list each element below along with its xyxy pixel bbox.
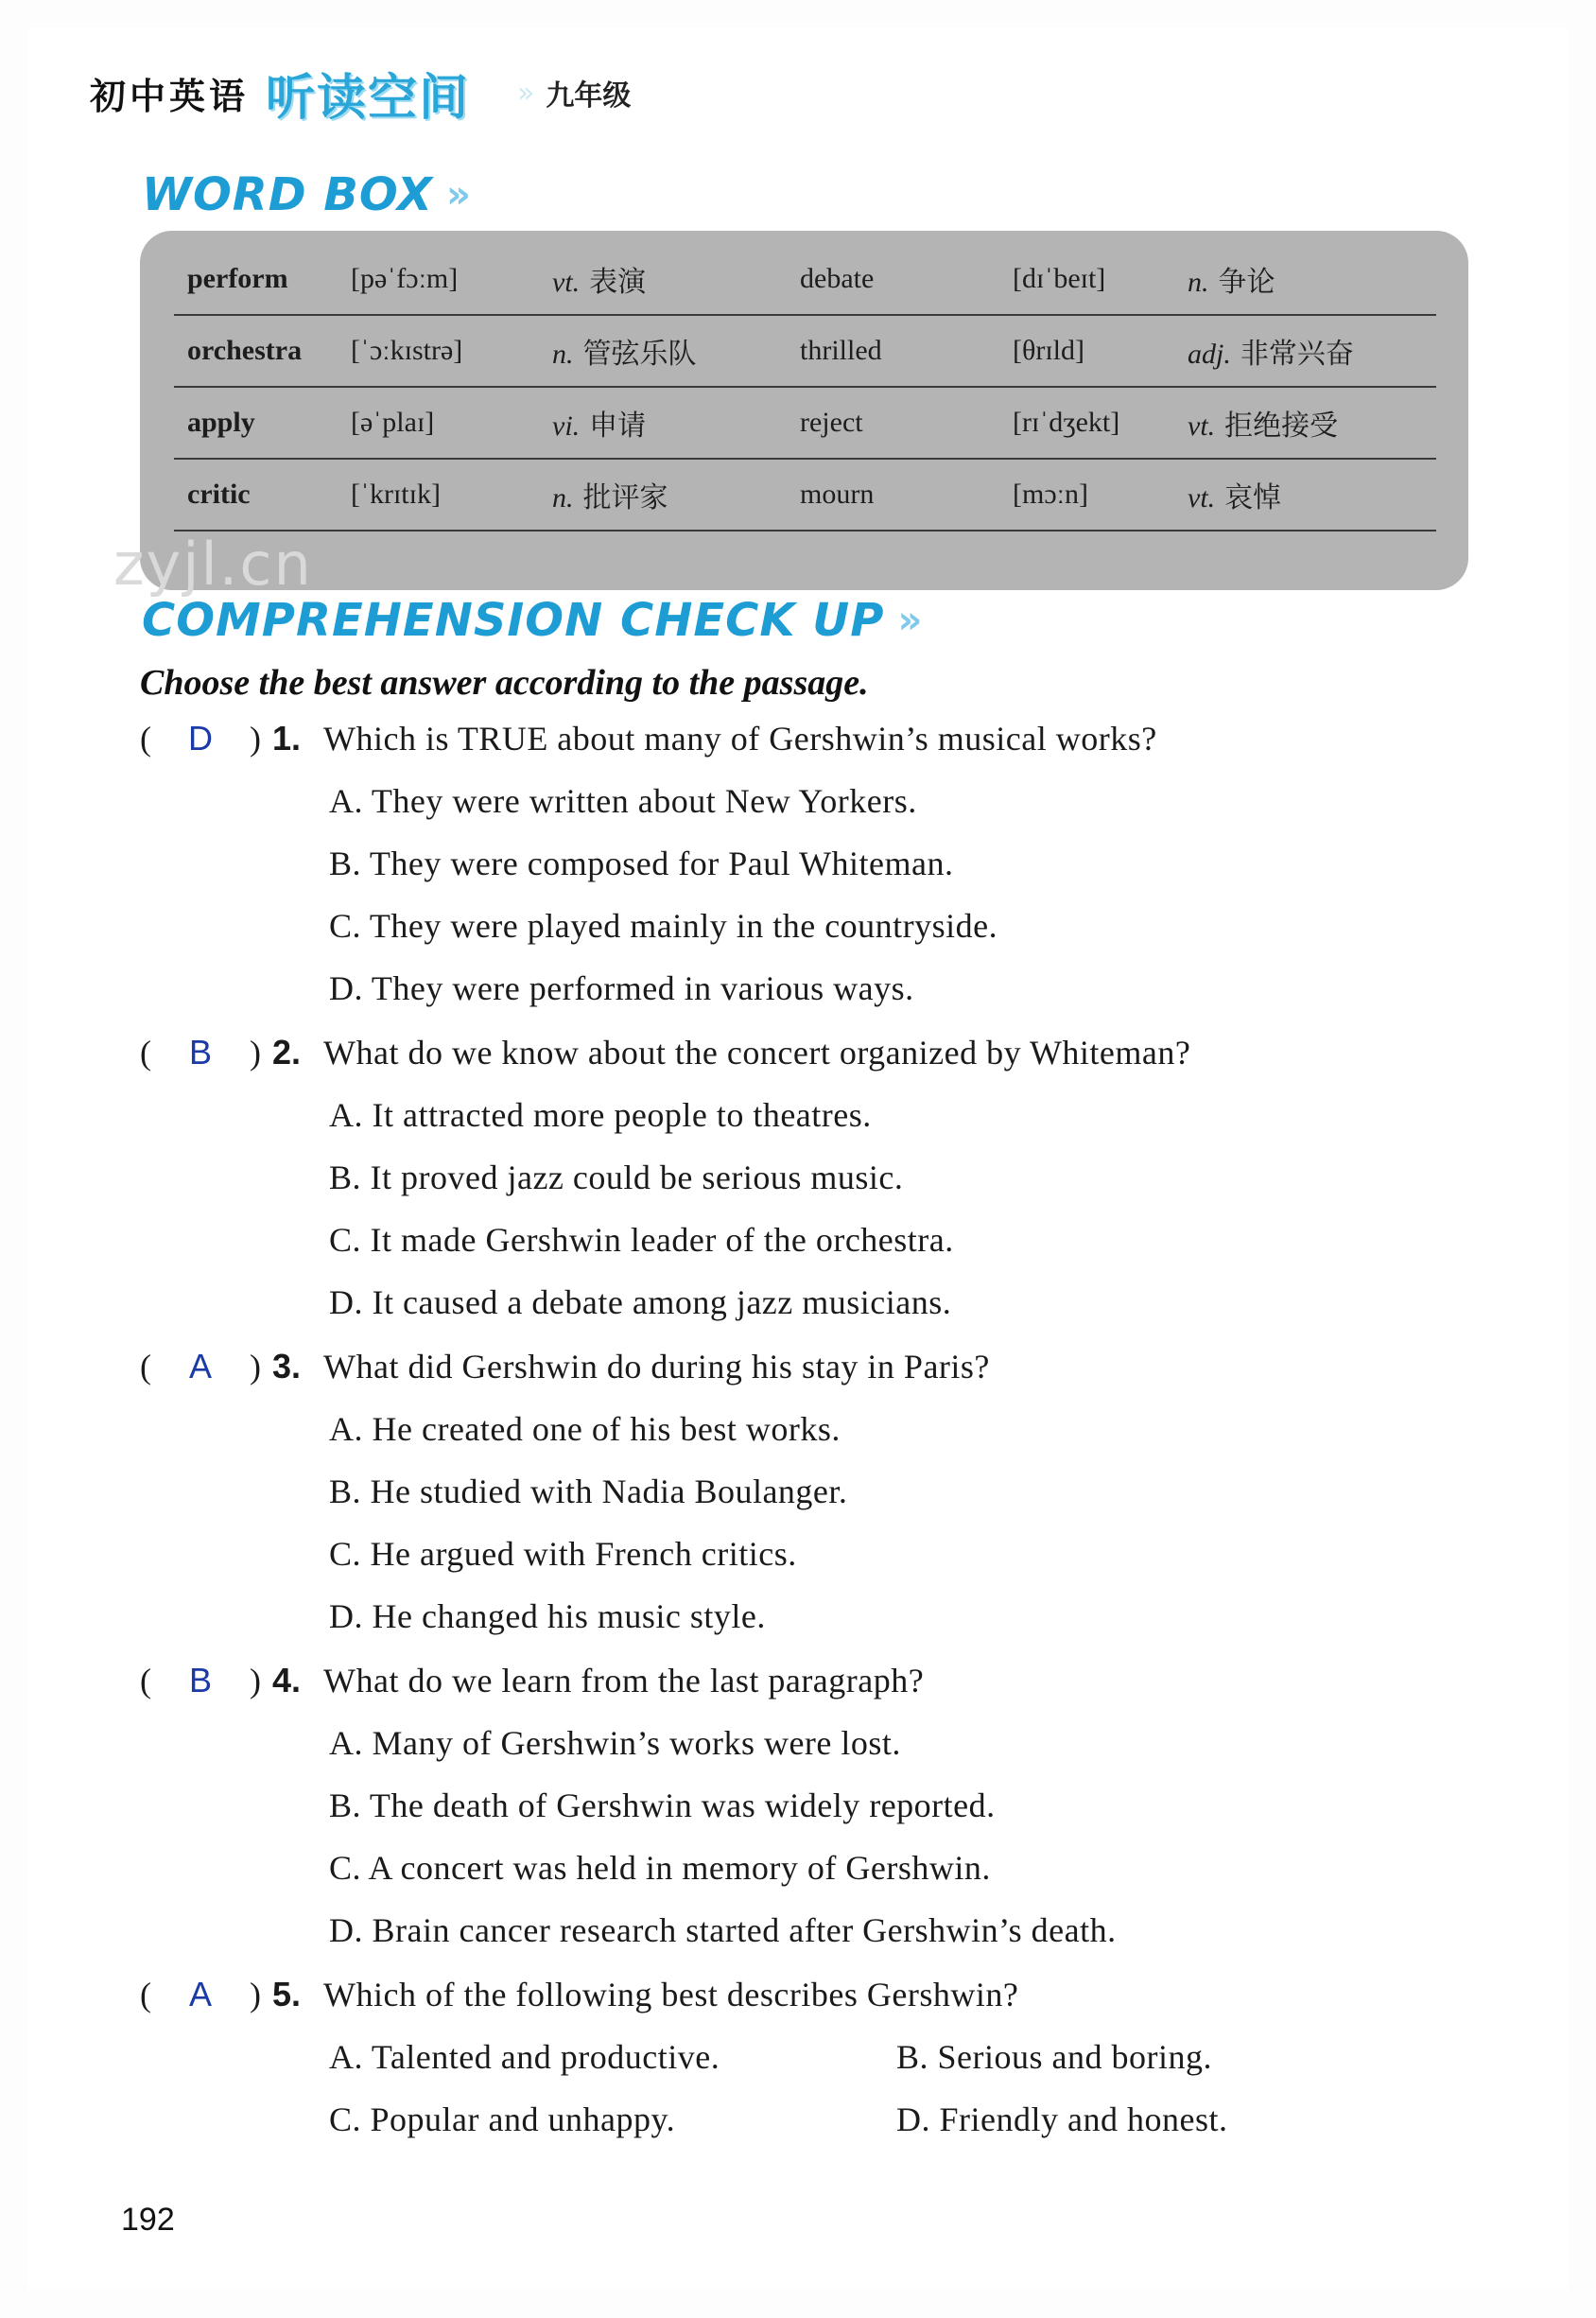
vocab-word: critic [174, 459, 351, 531]
part-of-speech: vt. [1188, 410, 1216, 442]
option-row [140, 2037, 1464, 2100]
bracket-open: ( [140, 720, 151, 758]
vocab-pronunciation: [ˈɔːkɪstrə] [351, 315, 552, 387]
option-b: B. It proved jazz could be serious music. [329, 1159, 904, 1196]
watermark: zyjl.cn [113, 530, 313, 599]
option-a: A. He created one of his best works. [329, 1410, 841, 1448]
vocab-meaning: 争论 [1218, 266, 1275, 299]
chevron-right-icon: » [445, 173, 472, 217]
question-text: What do we learn from the last paragraph? [323, 1662, 925, 1699]
comprehension-title [142, 594, 923, 647]
question-text: Which of the following best describes Gershwin? [323, 1976, 1019, 2013]
question-4 [140, 1661, 1464, 1973]
part-of-speech: vi. [552, 410, 581, 442]
vocab-definition [1188, 244, 1436, 315]
vocab-definition [552, 244, 800, 315]
bracket-open: ( [140, 1976, 151, 2013]
vocab-definition [552, 387, 800, 459]
vocab-meaning: 管弦乐队 [582, 338, 697, 371]
option-a: A. They were written about New Yorkers. [329, 782, 917, 820]
option-c: C. They were played mainly in the countryside. [329, 907, 998, 945]
option-a: A. It attracted more people to theatres. [329, 1096, 872, 1134]
answer-letter: D [188, 719, 213, 758]
question-text: What did Gershwin do during his stay in Paris? [323, 1348, 990, 1386]
vocab-definition [552, 459, 800, 531]
option-b: B. They were composed for Paul Whiteman. [329, 845, 954, 882]
answer-bracket [140, 1347, 272, 1386]
part-of-speech: adj. [1188, 339, 1231, 370]
question-stem [140, 1347, 1464, 1409]
answer-bracket [140, 1661, 272, 1700]
option-c: C. He argued with French critics. [329, 1535, 797, 1573]
option-a: A. Talented and productive. [329, 2038, 720, 2076]
vocab-word: perform [174, 244, 351, 315]
question-number: 5. [272, 1975, 302, 2013]
vocab-word: debate [800, 244, 1013, 315]
vocab-word: reject [800, 387, 1013, 459]
question-text: Which is TRUE about many of Gershwin’s musical works? [323, 720, 1157, 758]
option-b: B. He studied with Nadia Boulanger. [329, 1473, 848, 1510]
part-of-speech: n. [552, 339, 574, 370]
option-row [140, 2100, 1464, 2162]
question-2 [140, 1033, 1464, 1345]
page-number: 192 [121, 2202, 175, 2238]
question-stem [140, 1975, 1464, 2037]
vocab-definition [552, 315, 800, 387]
option-d: D. Brain cancer research started after Gershwin’s death. [329, 1911, 1117, 1949]
book-logo: 听读空间 [266, 69, 471, 127]
grade-label-wrap [517, 72, 631, 113]
answer-letter: A [188, 1347, 212, 1386]
vocab-pronunciation: [mɔːn] [1013, 459, 1188, 531]
vocab-word: thrilled [800, 315, 1013, 387]
table-row [174, 315, 1436, 387]
question-stem [140, 719, 1464, 781]
word-box-title [142, 168, 472, 221]
option-c: C. A concert was held in memory of Gershwin. [329, 1849, 991, 1887]
vocab-pronunciation: [dɪˈbeɪt] [1013, 244, 1188, 315]
answer-letter: A [188, 1975, 212, 2013]
question-stem [140, 1661, 1464, 1723]
bracket-close: ) [250, 720, 261, 758]
option-d: D. It caused a debate among jazz musicians. [329, 1283, 952, 1321]
vocab-meaning: 拒绝接受 [1224, 410, 1339, 443]
option-a: A. Many of Gershwin’s works were lost. [329, 1724, 901, 1762]
question-text: What do we know about the concert organized by Whiteman? [323, 1034, 1191, 1072]
bracket-close: ) [249, 1976, 261, 2013]
vocab-meaning: 批评家 [582, 481, 668, 514]
bracket-open: ( [140, 1034, 151, 1072]
vocabulary-table [174, 244, 1436, 532]
vocab-meaning: 非常兴奋 [1240, 338, 1354, 371]
table-row [174, 387, 1436, 459]
part-of-speech: vt. [552, 267, 581, 298]
grade-label: 九年级 [546, 79, 632, 113]
question-5 [140, 1975, 1464, 2162]
answer-bracket [140, 1975, 272, 2014]
answer-bracket [140, 1033, 272, 1072]
question-1 [140, 719, 1464, 1031]
option-b: B. The death of Gershwin was widely reported. [329, 1786, 996, 1824]
option-d: D. They were performed in various ways. [329, 969, 914, 1007]
table-row [174, 459, 1436, 531]
vocab-pronunciation: [ˈkrɪtɪk] [351, 459, 552, 531]
word-box-title-text: WORD BOX [142, 168, 433, 221]
part-of-speech: vt. [1188, 482, 1216, 514]
table-row [174, 244, 1436, 315]
question-number: 2. [272, 1033, 302, 1072]
vocab-definition [1188, 315, 1436, 387]
part-of-speech: n. [1188, 267, 1209, 298]
part-of-speech: n. [552, 482, 574, 514]
vocab-meaning: 哀悼 [1224, 481, 1282, 514]
vocab-pronunciation: [rɪˈdʒekt] [1013, 387, 1188, 459]
comprehension-title-text: COMPREHENSION CHECK UP [142, 594, 885, 647]
option-c: C. Popular and unhappy. [329, 2100, 676, 2138]
bracket-open: ( [140, 1348, 151, 1386]
vocab-word: apply [174, 387, 351, 459]
question-number: 4. [272, 1661, 302, 1699]
question-number: 1. [272, 719, 302, 758]
vocab-word: orchestra [174, 315, 351, 387]
bracket-close: ) [249, 1348, 261, 1386]
vocab-meaning: 表演 [589, 266, 647, 299]
instruction-text: Choose the best answer according to the passage. [140, 663, 869, 703]
option-d: D. Friendly and honest. [896, 2100, 1228, 2138]
vocab-pronunciation: [əˈplaɪ] [351, 387, 552, 459]
bracket-close: ) [249, 1034, 261, 1072]
answer-letter: B [188, 1661, 212, 1699]
book-series-prefix: 初中英语 [90, 75, 250, 117]
option-b: B. Serious and boring. [896, 2038, 1212, 2076]
vocab-pronunciation: [pəˈfɔːm] [351, 244, 552, 315]
option-c: C. It made Gershwin leader of the orchestra. [329, 1221, 954, 1259]
bracket-open: ( [140, 1662, 151, 1699]
option-d: D. He changed his music style. [329, 1597, 766, 1635]
chevron-right-icon: » [897, 599, 924, 642]
question-3 [140, 1347, 1464, 1659]
question-stem [140, 1033, 1464, 1095]
word-box [140, 231, 1468, 590]
bracket-close: ) [249, 1662, 261, 1699]
answer-letter: B [188, 1033, 212, 1072]
answer-bracket [140, 719, 272, 758]
vocab-definition [1188, 387, 1436, 459]
page-header [90, 55, 631, 131]
chevron-right-icon: » [517, 76, 535, 110]
vocab-word: mourn [800, 459, 1013, 531]
question-number: 3. [272, 1347, 302, 1386]
vocab-definition [1188, 459, 1436, 531]
vocab-meaning: 申请 [589, 410, 647, 443]
vocab-pronunciation: [θrɪld] [1013, 315, 1188, 387]
